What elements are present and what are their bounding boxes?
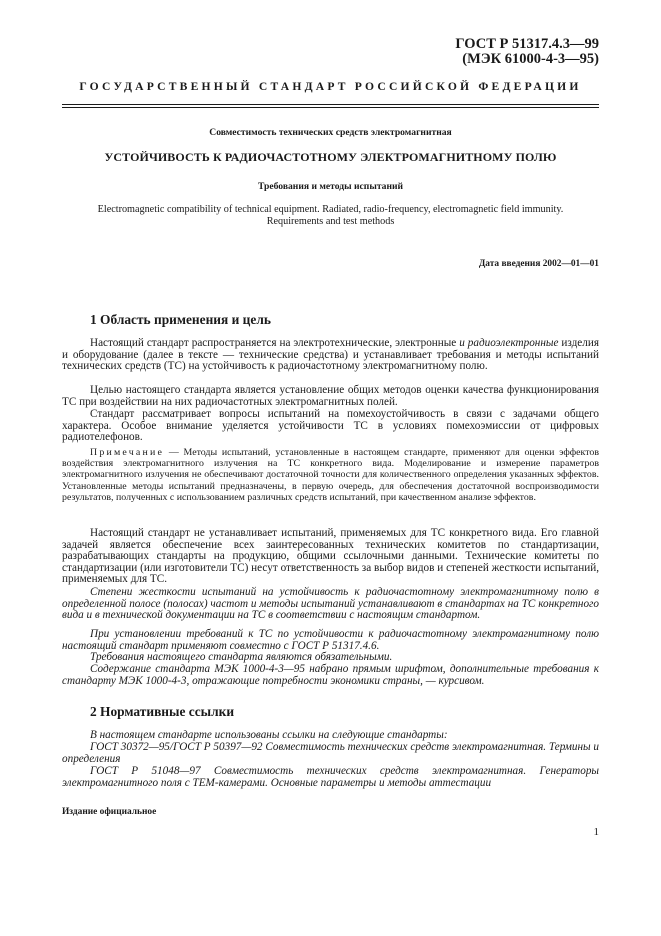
header-rule-top bbox=[62, 104, 599, 105]
main-title: УСТОЙЧИВОСТЬ К РАДИОЧАСТОТНОМУ ЭЛЕКТРОМАГНИТНОМУ ПОЛЮ bbox=[104, 150, 557, 164]
note-text: — Методы испытаний, установленные в настоящем стандарте, применяют для оценки эффектов воздействия электромагнитного излучения на ТС конкретного вида. Моделирование и измерение параметров электромагнитного излучения не обеспечивают достаточной точности для количественного определения указанных эффектов. Установленные методы испытаний предназначены, в первую очередь, для обеспечения достаточной воспроизводимости результатов, полученных с использованием различных средств испытаний, при качественном анализе эффектов. bbox=[62, 447, 599, 503]
standard-code: ГОСТ Р 51317.4.3—99 bbox=[455, 36, 599, 52]
subject-title: Совместимость технических средств электромагнитная bbox=[209, 127, 452, 138]
header-rule-bottom bbox=[62, 107, 599, 108]
introduction-date: Дата введения 2002—01—01 bbox=[478, 259, 599, 269]
section-1-paragraph-6: При установлении требований к ТС по устойчивости к радиочастотному электромагнитному полю настоящий стандарт применяют совместно с ГОСТ Р 51317.4.6. bbox=[62, 628, 599, 652]
note-label: Примечание bbox=[90, 447, 165, 458]
section-1-paragraph-4: Настоящий стандарт не устанавливает испытаний, применяемых для ТС конкретного вида. Его главной задачей является обеспечение всех заинтересованных технических комитетов по стандартизации, разрабатывающих стандарты на продукцию, общими ссылочными данными. Технические комитеты по стандартизации (или изготовители ТС) несут ответственность за выбор видов и степеней жесткости испытаний, применяемых для ТС. bbox=[62, 527, 599, 585]
section-2-paragraph-1: В настоящем стандарте использованы ссылки на следующие стандарты: bbox=[90, 729, 448, 741]
section-1-heading: 1 Область применения и цель bbox=[90, 312, 271, 327]
section-1-paragraph-3: Стандарт рассматривает вопросы испытаний на помехоустойчивость в связи с задачами общего характера. Особое внимание уделяется устойчивости ТС в условиях помехоэмиссии от цифровых радиотелефонов. bbox=[62, 408, 599, 443]
english-title bbox=[62, 204, 599, 227]
official-edition-label: Издание официальное bbox=[62, 807, 157, 817]
section-1-paragraph-2: Целью настоящего стандарта является установление общих методов оценки качества функционирования ТС при воздействии на них радиочастотных электромагнитных полей. bbox=[62, 384, 599, 408]
section-1-paragraph-8: Содержание стандарта МЭК 1000-4-3—95 набрано прямым шрифтом, дополнительные требования к стандарту МЭК 1000-4-3, отражающие потребности экономики страны, — курсивом. bbox=[62, 663, 599, 687]
section-2-paragraph-2: ГОСТ 30372—95/ГОСТ Р 50397—92 Совместимость технических средств электромагнитная. Термины и определения bbox=[62, 741, 599, 765]
section-2-paragraph-3: ГОСТ Р 51048—97 Совместимость технических средств электромагнитная. Генераторы электромагнитного поля с ТЕМ-камерами. Основные параметры и методы аттестации bbox=[62, 765, 599, 789]
sub-title: Требования и методы испытаний bbox=[257, 181, 404, 192]
iec-code: (МЭК 61000-4-3—95) bbox=[462, 51, 599, 67]
english-title-line1: Electromagnetic compatibility of technical equipment. Radiated, radio-frequency, electromagnetic field immunity. bbox=[97, 204, 564, 215]
note-paragraph bbox=[62, 447, 599, 503]
state-standard-title: ГОСУДАРСТВЕННЫЙ СТАНДАРТ РОССИЙСКОЙ ФЕДЕРАЦИИ bbox=[79, 80, 582, 93]
section-2-heading: 2 Нормативные ссылки bbox=[90, 704, 235, 719]
section-1-paragraph-7: Требования настоящего стандарта являются обязательными. bbox=[90, 651, 393, 663]
english-title-line2: Requirements and test methods bbox=[266, 215, 395, 227]
standard-code-block bbox=[455, 37, 599, 67]
section-1-paragraph-1: Настоящий стандарт распространяется на электротехнические, электронные и радиоэлектронные изделия и оборудование (далее в тексте — технические средства) и устанавливает требования и методы испытаний технических средств (ТС) на устойчивость к радиочастотному электромагнитному полю. bbox=[62, 337, 599, 372]
section-1-paragraph-5: Степени жесткости испытаний на устойчивость к радиочастотному электромагнитному полю в определенной полосе (полосах) частот и методы испытаний устанавливают в стандартах на ТС конкретного вида и в технической документации на ТС в соответствии с настоящим стандартом. bbox=[62, 586, 599, 621]
page-number: 1 bbox=[593, 826, 599, 838]
